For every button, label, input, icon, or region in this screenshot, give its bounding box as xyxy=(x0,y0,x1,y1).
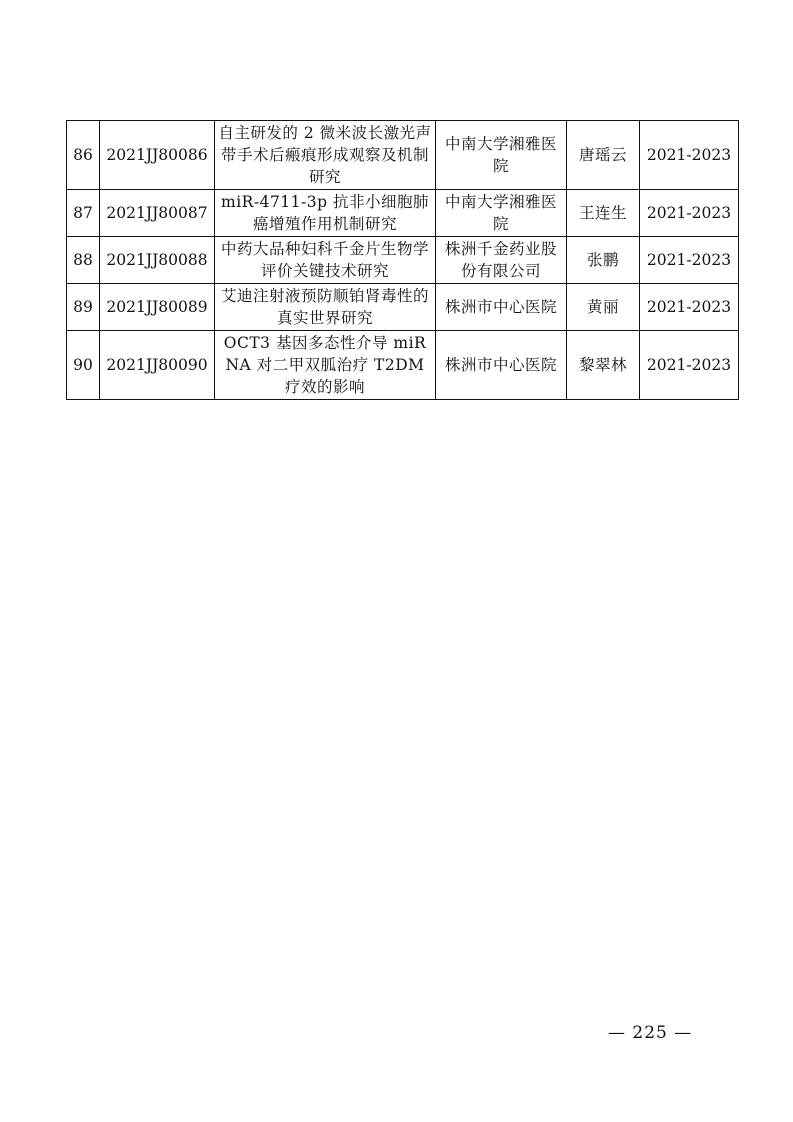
project-table xyxy=(66,120,739,400)
project-title: 中药大品种妇科千金片生物学评价关键技术研究 xyxy=(215,237,436,284)
project-period: 2021-2023 xyxy=(640,190,739,237)
table-row xyxy=(67,237,739,284)
row-number: 87 xyxy=(67,190,100,237)
project-leader: 黎翠林 xyxy=(567,331,640,400)
project-leader: 唐瑶云 xyxy=(567,121,640,190)
project-code: 2021JJ80088 xyxy=(100,237,215,284)
project-title: 自主研发的 2 微米波长激光声带手术后瘢痕形成观察及机制研究 xyxy=(215,121,436,190)
project-leader: 张鹏 xyxy=(567,237,640,284)
project-code: 2021JJ80087 xyxy=(100,190,215,237)
project-code: 2021JJ80089 xyxy=(100,284,215,331)
table-row xyxy=(67,121,739,190)
row-number: 88 xyxy=(67,237,100,284)
project-title: OCT3 基因多态性介导 miRNA 对二甲双胍治疗 T2DM 疗效的影响 xyxy=(215,331,436,400)
table-row xyxy=(67,284,739,331)
page-number: — 225 — xyxy=(608,1023,693,1043)
host-institution: 株洲千金药业股份有限公司 xyxy=(436,237,567,284)
project-period: 2021-2023 xyxy=(640,331,739,400)
project-leader: 黄丽 xyxy=(567,284,640,331)
table-row xyxy=(67,190,739,237)
project-period: 2021-2023 xyxy=(640,237,739,284)
host-institution: 中南大学湘雅医院 xyxy=(436,121,567,190)
project-code: 2021JJ80086 xyxy=(100,121,215,190)
project-code: 2021JJ80090 xyxy=(100,331,215,400)
project-leader: 王连生 xyxy=(567,190,640,237)
project-title: miR-4711-3p 抗非小细胞肺癌增殖作用机制研究 xyxy=(215,190,436,237)
host-institution: 株洲市中心医院 xyxy=(436,284,567,331)
project-period: 2021-2023 xyxy=(640,284,739,331)
host-institution: 株洲市中心医院 xyxy=(436,331,567,400)
project-period: 2021-2023 xyxy=(640,121,739,190)
project-title: 艾迪注射液预防顺铂肾毒性的真实世界研究 xyxy=(215,284,436,331)
row-number: 86 xyxy=(67,121,100,190)
row-number: 90 xyxy=(67,331,100,400)
row-number: 89 xyxy=(67,284,100,331)
host-institution: 中南大学湘雅医院 xyxy=(436,190,567,237)
table-row xyxy=(67,331,739,400)
